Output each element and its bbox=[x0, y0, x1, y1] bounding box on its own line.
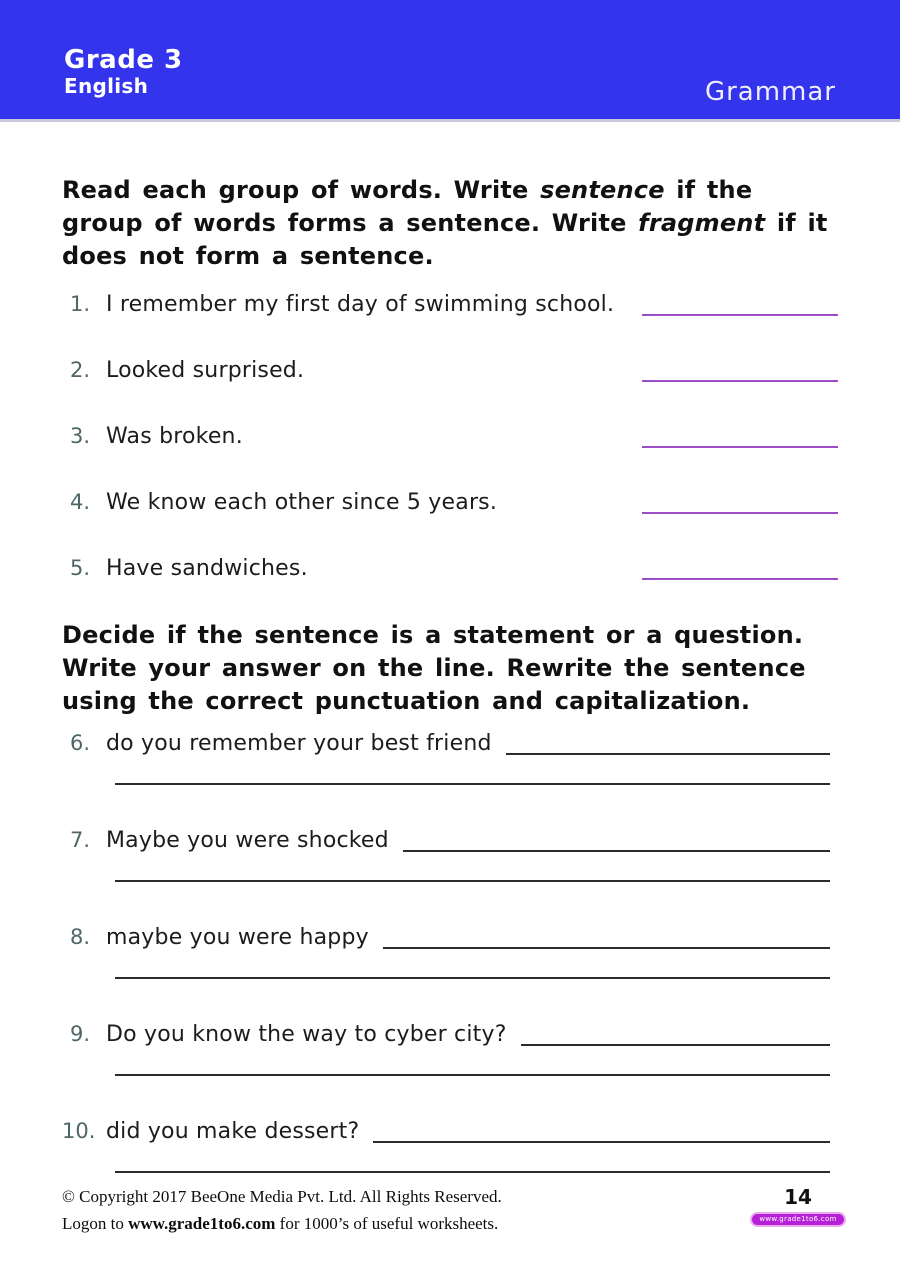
list-item bbox=[62, 355, 838, 386]
item-number: 4. bbox=[69, 490, 90, 514]
item-number: 9. bbox=[69, 1022, 90, 1046]
page-footer bbox=[0, 1183, 900, 1237]
rewrite-line bbox=[115, 1074, 830, 1076]
list-item bbox=[62, 553, 838, 584]
answer-line bbox=[642, 314, 838, 316]
instruction-text: if the group of words forms a sentence. Write bbox=[62, 176, 753, 237]
answer-line bbox=[383, 947, 830, 949]
item-number: 1. bbox=[69, 292, 90, 316]
list-item bbox=[62, 1019, 838, 1076]
website-text: www.grade1to6.com bbox=[128, 1214, 276, 1233]
item-number: 7. bbox=[69, 828, 90, 852]
section2-instructions: Decide if the sentence is a statement or a question. Write your answer on the line. Rewrite the sentence using the correct punctuation and capitalization. bbox=[62, 621, 806, 715]
site-badge: www.grade1to6.com bbox=[750, 1212, 846, 1227]
list-item bbox=[62, 922, 838, 979]
answer-line bbox=[642, 578, 838, 580]
answer-line bbox=[521, 1044, 830, 1046]
logon-suffix: for 1000’s of useful worksheets. bbox=[275, 1214, 499, 1233]
worksheet-content bbox=[0, 174, 900, 1173]
rewrite-line bbox=[115, 977, 830, 979]
item-text: I remember my first day of swimming school. bbox=[106, 292, 615, 317]
subject-label: English bbox=[64, 74, 149, 98]
answer-line bbox=[403, 850, 830, 852]
item-text: maybe you were happy bbox=[106, 925, 369, 950]
section1-instructions bbox=[62, 174, 838, 273]
sentence-fragment-list bbox=[62, 289, 838, 584]
footer-text bbox=[62, 1183, 502, 1237]
header-left bbox=[0, 0, 183, 119]
item-text: We know each other since 5 years. bbox=[106, 490, 498, 515]
list-item bbox=[62, 825, 838, 882]
list-item bbox=[62, 1116, 838, 1173]
list-item bbox=[62, 728, 838, 785]
item-number: 5. bbox=[69, 556, 90, 580]
item-number: 2. bbox=[69, 358, 90, 382]
answer-line bbox=[642, 380, 838, 382]
item-text: did you make dessert? bbox=[106, 1119, 360, 1144]
instruction-text: if it does not form a sentence. bbox=[62, 209, 828, 270]
header-right bbox=[705, 0, 900, 119]
answer-line bbox=[506, 753, 830, 755]
item-text: Looked surprised. bbox=[106, 358, 305, 383]
instruction-text: Read each group of words. Write bbox=[62, 176, 541, 204]
topic-label: Grammar bbox=[704, 77, 836, 107]
instruction-keyword-fragment: fragment bbox=[638, 209, 766, 237]
item-text: do you remember your best friend bbox=[106, 731, 492, 756]
item-number: 8. bbox=[69, 925, 90, 949]
header-banner bbox=[0, 0, 900, 122]
item-number: 10. bbox=[62, 1119, 96, 1143]
answer-line bbox=[373, 1141, 830, 1143]
statement-question-list bbox=[62, 728, 838, 1173]
grade-label: Grade 3 bbox=[64, 45, 183, 75]
logon-line bbox=[62, 1210, 502, 1237]
instruction-keyword-sentence: sentence bbox=[540, 176, 665, 204]
rewrite-line bbox=[115, 1171, 830, 1173]
page-number: 14 bbox=[784, 1185, 812, 1209]
rewrite-line bbox=[115, 783, 830, 785]
rewrite-line bbox=[115, 880, 830, 882]
footer-right bbox=[750, 1183, 846, 1227]
item-text: Was broken. bbox=[106, 424, 243, 449]
item-text: Maybe you were shocked bbox=[106, 828, 389, 853]
list-item bbox=[62, 289, 838, 320]
copyright-line: © Copyright 2017 BeeOne Media Pvt. Ltd. All Rights Reserved. bbox=[62, 1187, 502, 1206]
logon-prefix: Logon to bbox=[62, 1214, 129, 1233]
item-number: 6. bbox=[69, 731, 90, 755]
list-item bbox=[62, 421, 838, 452]
item-text: Have sandwiches. bbox=[106, 556, 308, 581]
answer-line bbox=[642, 446, 838, 448]
item-text: Do you know the way to cyber city? bbox=[106, 1022, 507, 1047]
list-item bbox=[62, 487, 838, 518]
answer-line bbox=[642, 512, 838, 514]
item-number: 3. bbox=[69, 424, 90, 448]
